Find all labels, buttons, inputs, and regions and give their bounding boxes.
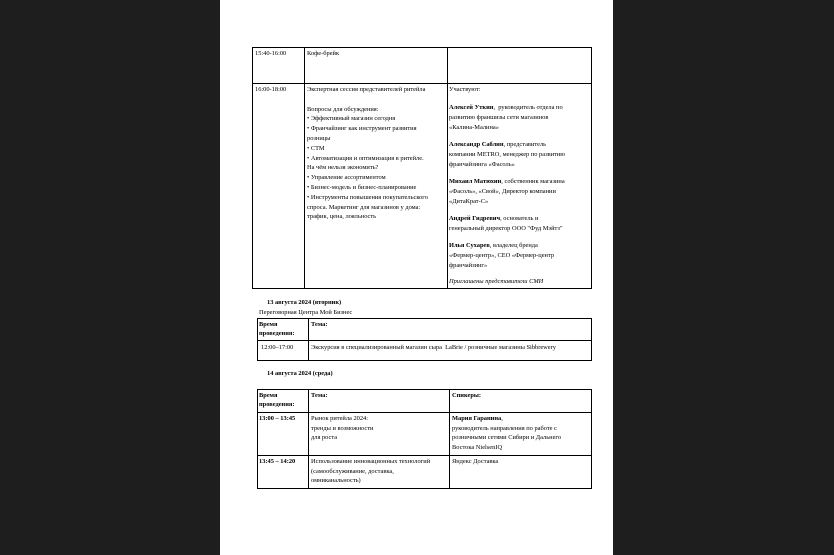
speaker-suffix: ,	[501, 415, 503, 422]
participant-role: , владелец бренда	[489, 242, 538, 249]
topic-line: спроса. Маркетинг для магазинов у дома:	[307, 203, 421, 211]
row-topic: Кофе-брейк	[307, 50, 340, 57]
topic-line: Экспертная сессия представителей ритейла	[307, 86, 426, 93]
invited-note: Приглашены представители СМИ	[449, 278, 544, 285]
header-time: проведения:	[259, 401, 295, 408]
row-topic-line: тренды и возможности	[311, 424, 374, 432]
participant-entry	[449, 103, 563, 113]
participant-role-line: франчайзинга «Фасоль»	[449, 161, 515, 168]
row-topic-line: Использование инновационных технологий	[311, 458, 431, 465]
topic-line: Вопросы для обсуждения:	[307, 105, 379, 113]
row-time: 13:00 – 13:45	[259, 415, 296, 422]
row-time: 13:45 – 14:20	[259, 458, 296, 465]
row-topic-line: омниканальность)	[311, 477, 361, 484]
participant-role: , основатель и	[500, 215, 539, 222]
topic-line: • Франчайзинг как инструмент развития	[307, 125, 417, 133]
participant-role-line: «Фасоль», «Свой», Директор компании	[449, 188, 556, 195]
participant-name: Алексей Уткин	[449, 104, 494, 111]
speaker-role-line: руководитель направления по работе с	[452, 424, 557, 432]
header-time: проведения:	[259, 330, 295, 337]
topic-line: • Бизнес-модель и бизнес-планирование	[307, 184, 417, 191]
speaker	[452, 414, 503, 424]
row-time: 15:40-16:00	[255, 50, 287, 57]
participant-name: Александр Саблин	[449, 141, 504, 148]
topic-line: розницы	[307, 135, 331, 142]
row-topic-line: Рынок ритейла 2024:	[311, 415, 369, 422]
participant-role-line: франчайзинг»	[449, 262, 488, 269]
participant-name: Михаил Матюхин	[449, 178, 502, 185]
topic-line: трафик, цена, лояльность	[307, 213, 377, 221]
row-time: 12:00–17:00	[261, 344, 294, 351]
row-time: 16:00-18:00	[255, 86, 287, 93]
participant-entry	[449, 241, 538, 251]
topic-line: • Автоматизация и оптимизация в ритейле.	[307, 154, 424, 162]
participant-role: , представитель	[503, 141, 547, 148]
row-topic: Экскурсия в специализированный магазин сыра LaBrie / розничные магазины Sibbrewery	[311, 344, 556, 351]
participant-role-line: «Калина-Малина»	[449, 124, 499, 131]
participant-name: Андрей Гидревич	[449, 215, 501, 222]
topic-line: На чём нельзя экономить?	[307, 164, 379, 172]
participant-entry	[449, 140, 546, 150]
day-heading: 14 августа 2024 (среда)	[267, 370, 333, 377]
header-topic: Тема:	[311, 321, 328, 328]
participants-heading: Участвуют:	[449, 86, 481, 93]
topic-line: • Эффективный магазин сегодня	[307, 115, 396, 123]
speaker-role-line: Востока NielsenIQ	[452, 443, 503, 451]
topic-line: • Управление ассортиментом	[307, 174, 386, 182]
header-topic: Тема:	[311, 392, 328, 399]
participant-name: Илья Сухарев	[449, 242, 490, 249]
document-page	[220, 0, 613, 555]
participant-role-line: компании METRO, менеджер по развитию	[449, 151, 566, 158]
header-time: Время	[259, 392, 278, 399]
speaker-name: Мария Гаранина	[452, 415, 502, 422]
participant-role-line: «ДитаКрат-С»	[449, 198, 489, 205]
header-time: Время	[259, 321, 278, 328]
speaker-role-line: розничными сетями Сибири и Дальнего	[452, 434, 562, 441]
row-topic-line: (самообслуживание, доставка,	[311, 467, 394, 475]
participant-entry	[449, 177, 565, 187]
participant-role: , руководитель отдела по	[493, 104, 563, 111]
topic-line: • СТМ	[307, 144, 325, 152]
participant-entry	[449, 214, 538, 224]
participant-role-line: развитию франшизы сети магазинов	[449, 114, 549, 121]
topic-line: • Инструменты повышения покупательского	[307, 193, 428, 201]
day-heading: 13 августа 2024 (вторник)	[267, 299, 342, 306]
row-topic-line: для роста	[311, 434, 338, 441]
speaker-name: Яндекс Доставка	[452, 458, 499, 465]
participant-role: , собственник магазина	[501, 178, 565, 185]
speaker	[452, 457, 498, 467]
header-speakers: Спикеры:	[452, 392, 482, 399]
participant-role-line: генеральный директор ООО "Фуд Мэйтз"	[449, 225, 563, 232]
participant-role-line: «Фермер-центр», CEO «Фермер-центр	[449, 252, 555, 259]
location: Переговорная Центра Мой Бизнес	[259, 309, 353, 316]
